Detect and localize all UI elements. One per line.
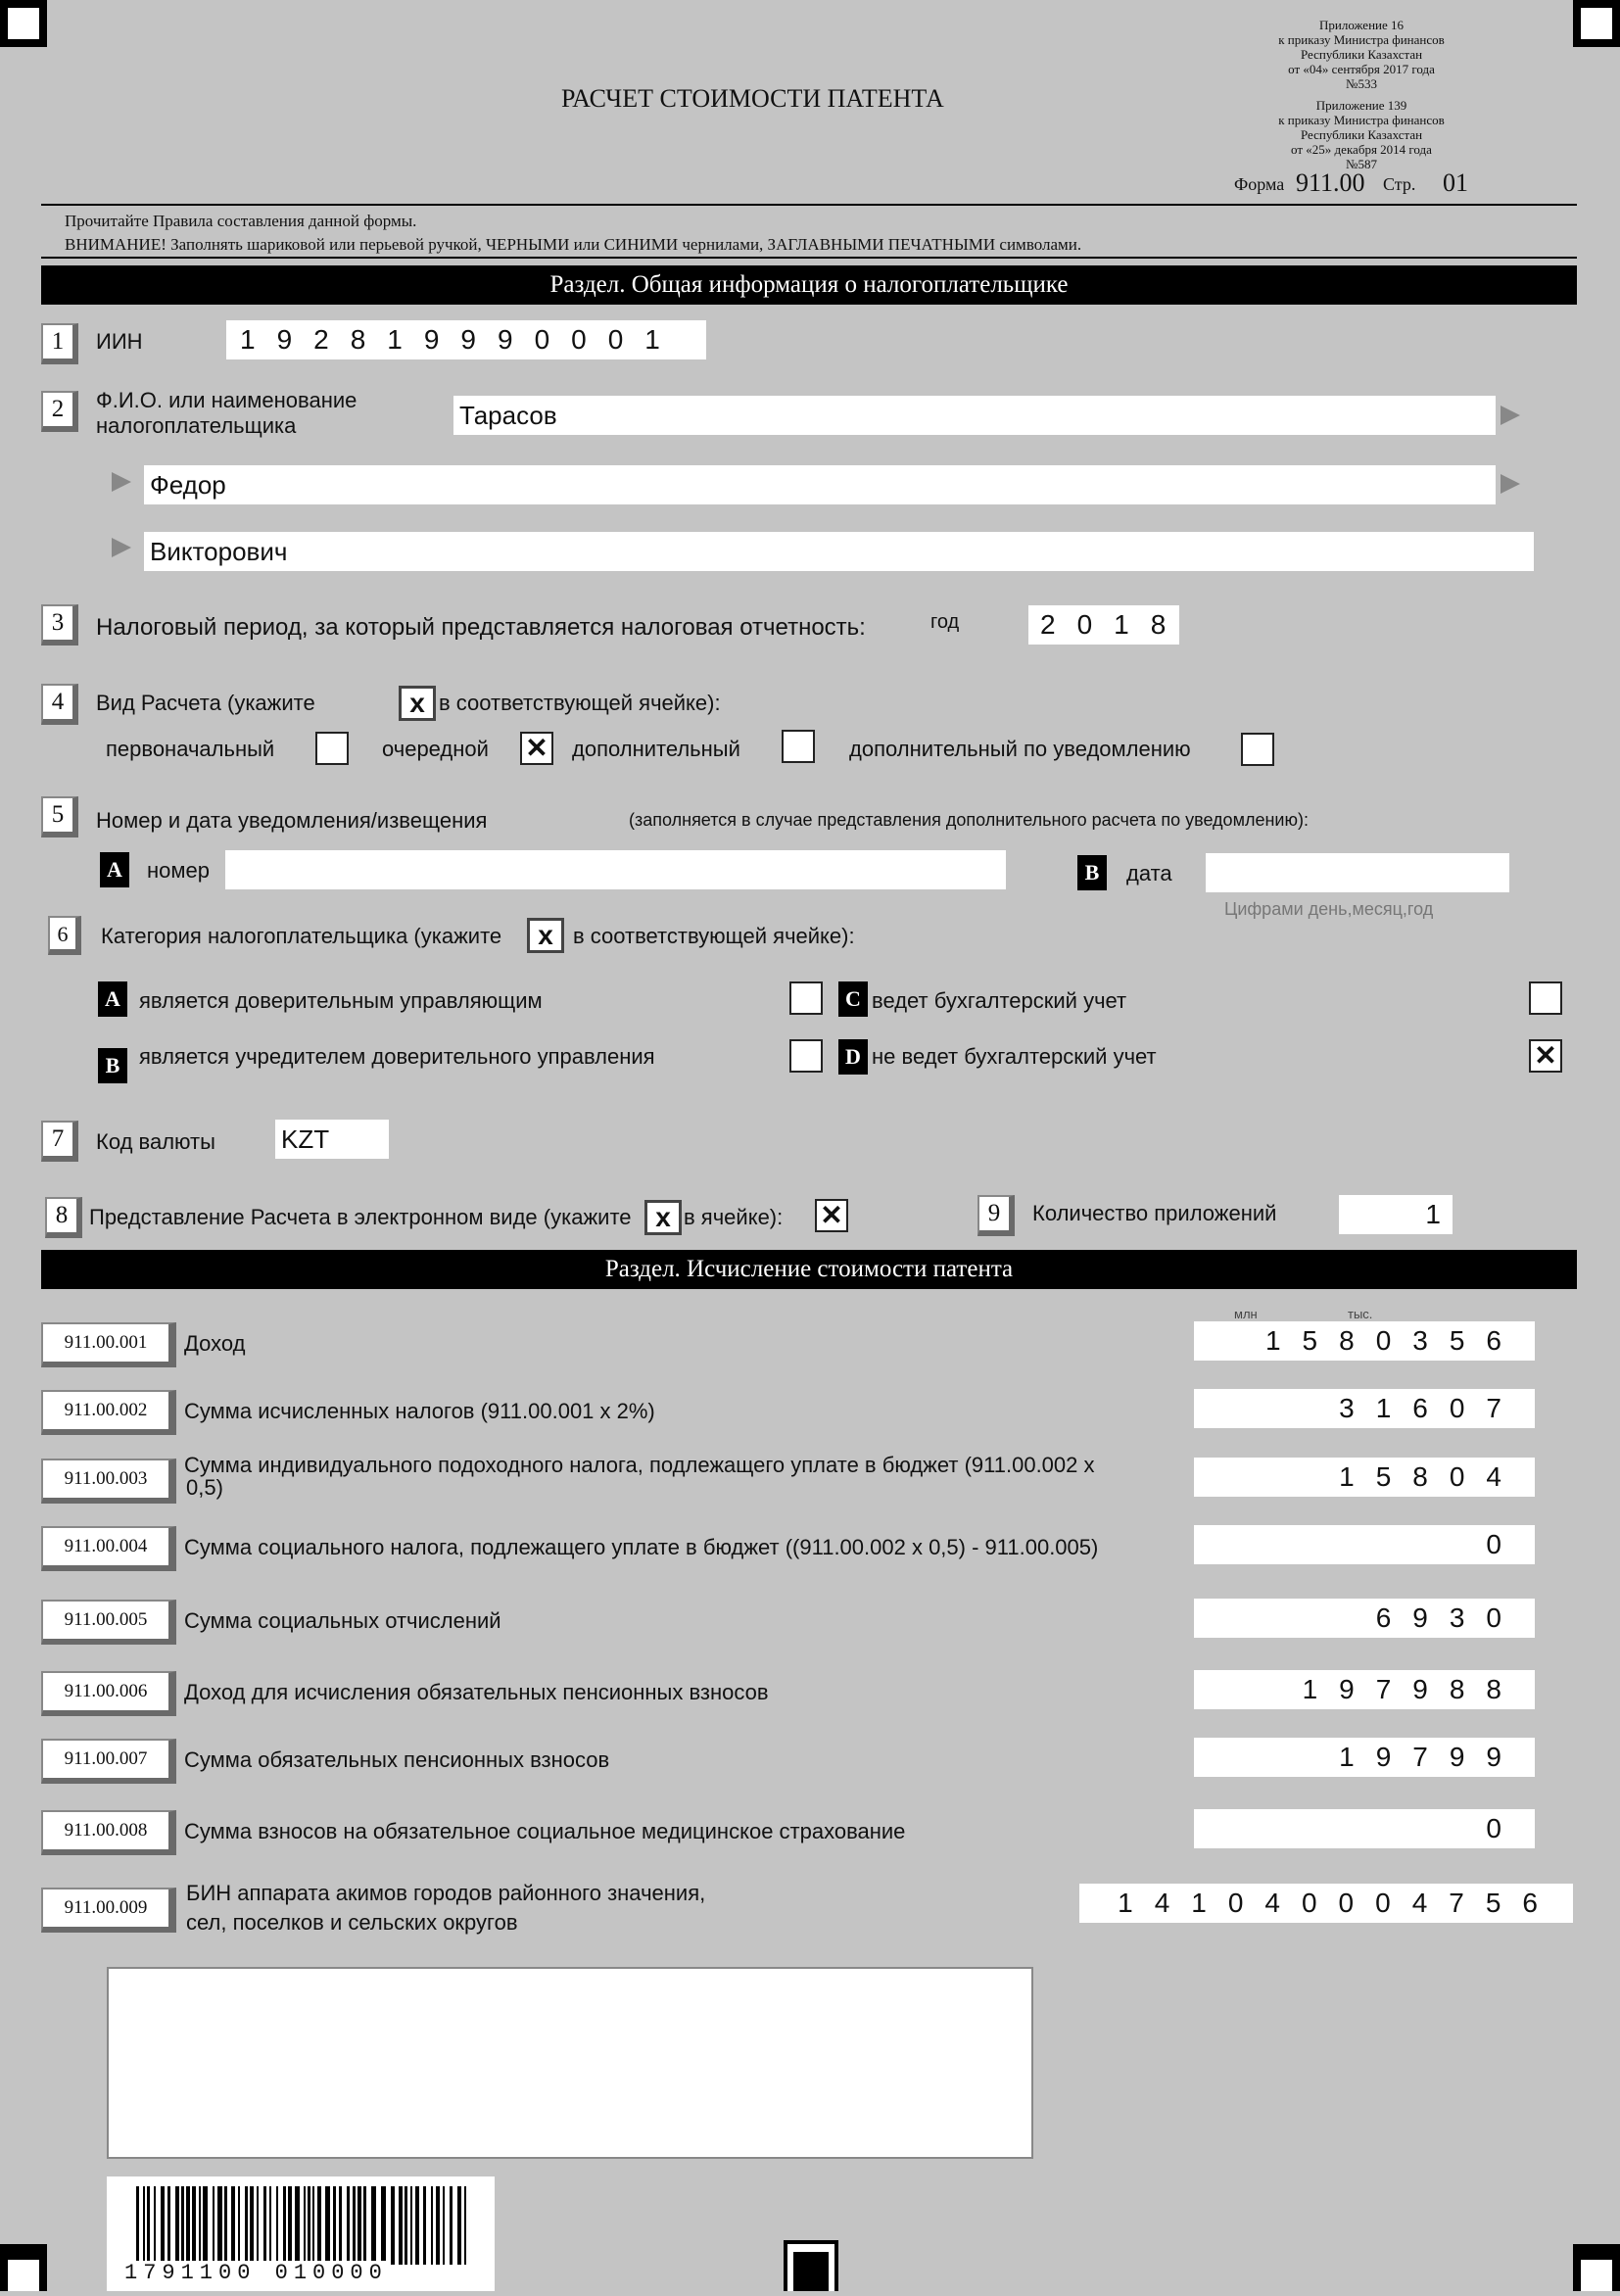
calc-type-label: Вид Расчета (укажите bbox=[96, 691, 315, 715]
sample-check-box: x bbox=[644, 1200, 682, 1235]
line-label-cont: 0,5) bbox=[186, 1475, 223, 1500]
line-value-field[interactable]: 0 bbox=[1194, 1525, 1535, 1564]
barcode-number: 1791100 010000 bbox=[124, 2261, 388, 2285]
field-number: 5 bbox=[41, 796, 78, 837]
additional-checkbox[interactable] bbox=[782, 730, 815, 763]
last-name-field[interactable]: Тарасов bbox=[453, 396, 1496, 435]
appendix-line: Приложение 16 bbox=[1318, 18, 1405, 32]
field-number: 1 bbox=[41, 323, 78, 364]
divider bbox=[41, 204, 1577, 206]
line-label: Сумма социального налога, подлежащего уплате в бюджет ((911.00.002 x 0,5) - 911.00.005) bbox=[184, 1535, 1099, 1559]
additional-option-label: дополнительный bbox=[572, 737, 740, 761]
line-code: 911.00.009 bbox=[41, 1888, 176, 1933]
section-calculation-title: Раздел. Исчисление стоимости патента bbox=[41, 1250, 1577, 1289]
bin-field[interactable]: 141040004756 bbox=[1079, 1884, 1573, 1923]
line-label: Доход bbox=[184, 1331, 246, 1356]
appendix-line: Республики Казахстан bbox=[1300, 47, 1423, 62]
electronic-checkbox[interactable]: ✕ bbox=[815, 1199, 848, 1232]
line-code: 911.00.001 bbox=[41, 1322, 176, 1367]
initial-checkbox[interactable] bbox=[315, 732, 349, 765]
line-value-field[interactable]: 1580356 bbox=[1194, 1321, 1535, 1361]
number-label: номер bbox=[147, 858, 210, 883]
trustee-label: является доверительным управляющим bbox=[139, 988, 543, 1013]
letter-c: C bbox=[838, 981, 868, 1017]
line-label: Сумма взносов на обязательное социальное медицинское страхование bbox=[184, 1819, 906, 1843]
electronic-label-2: в ячейке): bbox=[684, 1205, 784, 1229]
mln-label: млн bbox=[1234, 1307, 1258, 1321]
line-label: Сумма исчисленных налогов (911.00.001 x 2%) bbox=[184, 1399, 655, 1423]
sample-check-box: x bbox=[399, 686, 436, 721]
appendix-count-label: Количество приложений bbox=[1032, 1201, 1277, 1225]
calc-type-label-2: в соответствующей ячейке): bbox=[439, 691, 721, 715]
tax-year-field[interactable]: 2018 bbox=[1028, 605, 1179, 645]
initial-option-label: первоначальный bbox=[106, 737, 275, 761]
page-number: 01 bbox=[1443, 168, 1468, 197]
field-number: 4 bbox=[41, 684, 78, 725]
line-label: Сумма социальных отчислений bbox=[184, 1608, 501, 1633]
arrow-right-icon bbox=[1501, 406, 1520, 425]
arrow-right-icon bbox=[112, 472, 131, 492]
corner-marker bbox=[784, 2240, 838, 2291]
line-label: Сумма обязательных пенсионных взносов bbox=[184, 1747, 610, 1772]
field-number: 7 bbox=[41, 1121, 78, 1162]
currency-label: Код валюты bbox=[96, 1129, 215, 1154]
divider bbox=[41, 257, 1577, 259]
notice-label: Номер и дата уведомления/извещения bbox=[96, 808, 488, 833]
appendix-line: от «25» декабря 2014 года bbox=[1291, 142, 1432, 157]
notice-note: (заполняется в случае представления дополнительного расчета по уведомлению): bbox=[629, 810, 1309, 830]
field-number: 8 bbox=[45, 1197, 82, 1238]
line-value-field[interactable]: 15804 bbox=[1194, 1458, 1535, 1497]
appendix-line: Приложение 139 bbox=[1315, 98, 1407, 113]
currency-field[interactable]: KZT bbox=[275, 1120, 389, 1159]
corner-marker bbox=[1573, 2244, 1620, 2291]
arrow-right-icon bbox=[1501, 474, 1520, 494]
appendix-note-1 bbox=[1263, 18, 1459, 91]
appendix-line: от «04» сентября 2017 года bbox=[1288, 62, 1435, 76]
no-accounting-label: не ведет бухгалтерский учет bbox=[872, 1044, 1157, 1069]
form-title: РАСЧЕТ СТОИМОСТИ ПАТЕНТА bbox=[561, 84, 944, 113]
date-label: дата bbox=[1126, 861, 1172, 885]
field-number: 2 bbox=[41, 391, 78, 432]
line-code: 911.00.005 bbox=[41, 1600, 176, 1645]
appendix-line: №533 bbox=[1346, 76, 1377, 91]
page-label: Стр. bbox=[1383, 174, 1416, 194]
category-label: Категория налогоплательщика (укажите bbox=[101, 924, 502, 948]
founder-label: является учредителем доверительного управления bbox=[139, 1044, 655, 1069]
form-number: 911.00 bbox=[1296, 168, 1365, 197]
keeps-accounting-checkbox[interactable] bbox=[1529, 981, 1562, 1015]
line-code: 911.00.002 bbox=[41, 1390, 176, 1435]
date-hint: Цифрами день,месяц,год bbox=[1224, 899, 1434, 919]
tax-period-label: Налоговый период, за который представляется налоговая отчетность: bbox=[96, 614, 866, 641]
corner-marker bbox=[1573, 0, 1620, 47]
comment-box[interactable] bbox=[107, 1967, 1033, 2159]
name-label-line1: Ф.И.О. или наименование bbox=[96, 388, 357, 412]
bin-label-line1: БИН аппарата акимов городов районного значения, bbox=[186, 1881, 706, 1905]
letter-b: B bbox=[98, 1048, 127, 1083]
letter-a: A bbox=[98, 981, 127, 1017]
bin-label-line2: сел, поселков и сельских округов bbox=[186, 1910, 518, 1935]
iin-label: ИИН bbox=[96, 329, 143, 354]
line-value-field[interactable]: 6930 bbox=[1194, 1599, 1535, 1638]
keeps-accounting-label: ведет бухгалтерский учет bbox=[872, 988, 1127, 1013]
category-label-2: в соответствующей ячейке): bbox=[573, 924, 855, 948]
line-code: 911.00.004 bbox=[41, 1526, 176, 1571]
appendix-line: Республики Казахстан bbox=[1300, 127, 1423, 142]
middle-name-field[interactable]: Викторович bbox=[144, 532, 1534, 571]
appendix-note-2 bbox=[1263, 98, 1459, 171]
instructions-note: Прочитайте Правила составления данной формы. bbox=[65, 212, 417, 230]
tys-label: тыс. bbox=[1348, 1307, 1373, 1321]
letter-d: D bbox=[838, 1039, 868, 1075]
form-label: Форма bbox=[1234, 174, 1285, 194]
appendix-line: к приказу Министра финансов bbox=[1278, 32, 1445, 47]
line-code: 911.00.008 bbox=[41, 1810, 176, 1855]
appendix-count-field[interactable]: 1 bbox=[1339, 1195, 1453, 1234]
corner-marker bbox=[0, 2244, 47, 2291]
field-number: 6 bbox=[48, 916, 81, 955]
corner-marker bbox=[0, 0, 47, 47]
field-number: 3 bbox=[41, 604, 78, 646]
founder-checkbox[interactable] bbox=[789, 1039, 823, 1073]
sample-check-box: x bbox=[527, 918, 564, 953]
first-name-field[interactable]: Федор bbox=[144, 465, 1496, 504]
line-value-field[interactable]: 19799 bbox=[1194, 1738, 1535, 1777]
field-number: 9 bbox=[977, 1195, 1015, 1236]
appendix-line: к приказу Министра финансов bbox=[1278, 113, 1445, 127]
line-value-field[interactable]: 197988 bbox=[1194, 1670, 1535, 1709]
line-label: Доход для исчисления обязательных пенсионных взносов bbox=[184, 1680, 769, 1704]
appendix-line: №587 bbox=[1346, 157, 1377, 171]
line-code: 911.00.007 bbox=[41, 1739, 176, 1784]
line-label: Сумма индивидуального подоходного налога, подлежащего уплате в бюджет (911.00.002 x bbox=[184, 1453, 1095, 1477]
letter-a: A bbox=[100, 852, 129, 887]
trustee-checkbox[interactable] bbox=[789, 981, 823, 1015]
regular-option-label: очередной bbox=[382, 737, 489, 761]
notice-number-field[interactable] bbox=[225, 850, 1006, 889]
section-general-info-title: Раздел. Общая информация о налогоплательщике bbox=[41, 265, 1577, 305]
warning-note: ВНИМАНИЕ! Заполнять шариковой или перьевой ручкой, ЧЕРНЫМИ или СИНИМИ чернилами, ЗАГЛАВНЫМИ ПЕЧАТНЫМИ символами. bbox=[65, 235, 1082, 254]
year-label: год bbox=[930, 611, 960, 633]
electronic-label: Представление Расчета в электронном виде (укажите bbox=[89, 1205, 632, 1229]
line-value-field[interactable]: 0 bbox=[1194, 1809, 1535, 1848]
letter-b: B bbox=[1077, 855, 1107, 890]
name-label-line2: налогоплательщика bbox=[96, 413, 297, 438]
line-value-field[interactable]: 31607 bbox=[1194, 1389, 1535, 1428]
additional-notice-option-label: дополнительный по уведомлению bbox=[849, 737, 1191, 761]
no-accounting-checkbox[interactable]: ✕ bbox=[1529, 1039, 1562, 1073]
iin-field[interactable]: 192819990001 bbox=[226, 320, 706, 359]
arrow-right-icon bbox=[112, 538, 131, 557]
line-code: 911.00.003 bbox=[41, 1459, 176, 1504]
regular-checkbox[interactable]: ✕ bbox=[520, 732, 553, 765]
barcode bbox=[107, 2176, 495, 2291]
line-code: 911.00.006 bbox=[41, 1671, 176, 1716]
additional-notice-checkbox[interactable] bbox=[1241, 733, 1274, 766]
notice-date-field[interactable] bbox=[1206, 853, 1509, 892]
